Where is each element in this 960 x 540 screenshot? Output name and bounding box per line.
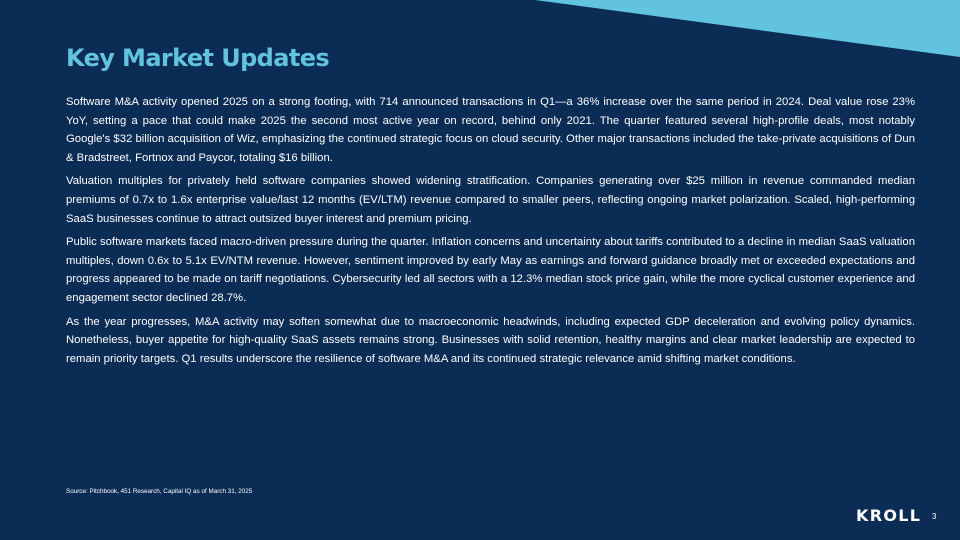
paragraph-2: Valuation multiples for privately held software companies showed widening stratification. Companies generating over $25 million in revenue commanded median premiums of 0.7x to 1.6x enterprise value/last 12 months (EV/LTM) revenue compared to smaller peers, reflecting ongoing market polarization. Scaled, high-performing SaaS businesses continue to attract outsized buyer interest and premium pricing. — [66, 175, 915, 225]
paragraph-3: Public software markets faced macro-driven pressure during the quarter. Inflation concerns and uncertainty about tariffs contributed to a decline in median SaaS valuation multiples, down 0.6x to 5.1x EV/NTM revenue. However, sentiment improved by early May as earnings and forward guidance broadly met or exceeded expectations and progress appeared to be made on tariff negotiations. Cybersecurity led all sectors with a 12.3% median stock price gain, while the more cyclical customer experience and engagement sector declined 28.7%. — [66, 236, 915, 304]
page-number: 3 — [932, 512, 937, 521]
paragraph-4: As the year progresses, M&A activity may soften somewhat due to macroeconomic headwinds, including expected GDP deceleration and evolving policy dynamics. Nonetheless, buyer appetite for high-quality SaaS assets remains strong. Businesses with solid retention, healthy margins and clear market leadership are expected to remain priority targets. Q1 results underscore the resilience of software M&A and its continued strategic relevance amid shifting market conditions. — [66, 315, 915, 365]
kroll-logo: KROLL — [856, 506, 922, 525]
page-title: Key Market Updates — [66, 44, 330, 72]
source-note: Source: Pitchbook, 451 Research, Capital IQ as of March 31, 2025 — [66, 488, 253, 495]
body-text — [66, 93, 915, 373]
paragraph-1: Software M&A activity opened 2025 on a strong footing, with 714 announced transactions in Q1—a 36% increase over the same period in 2024. Deal value rose 23% YoY, setting a pace that could make 2025 the second most active year on record, behind only 2021. The quarter featured several high-profile deals, most notably Google's $32 billion acquisition of Wiz, emphasizing the continued strategic focus on cloud security. Other major transactions included the take-private acquisitions of Dun & Bradstreet, Fortnox and Paycor, totaling $16 billion. — [66, 96, 915, 164]
